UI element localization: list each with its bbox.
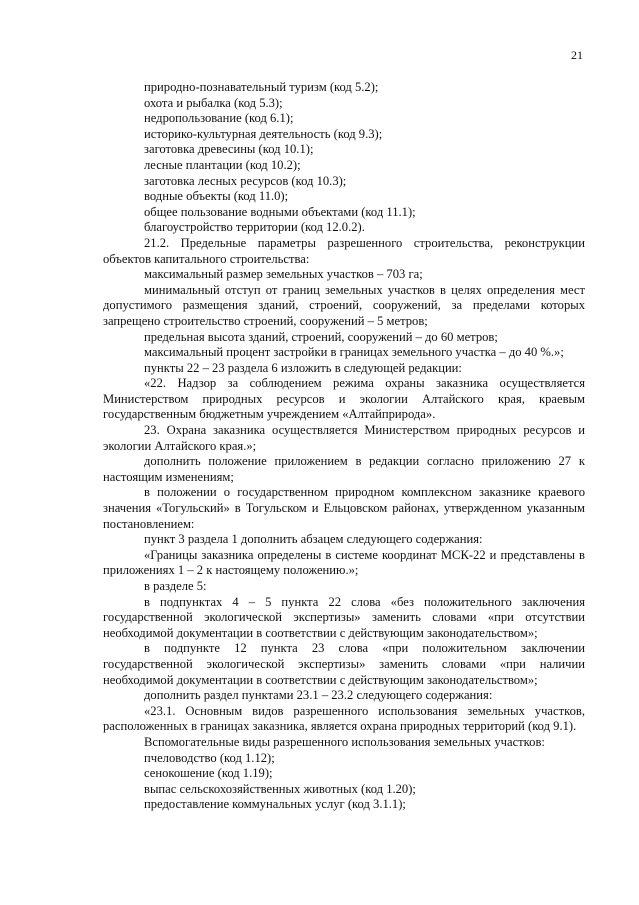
paragraph: предоставление коммунальных услуг (код 3.1.1); (144, 797, 406, 812)
paragraph: лесные плантации (код 10.2); (144, 157, 301, 172)
paragraph: в положении о государственном природном комплексном заказнике краевого значения «Тогульский» в Тогульском и Ельцовском районах, утвержденном указанным постановлением: (103, 485, 585, 531)
paragraph: «22. Надзор за соблюдением режима охраны заказника осуществляется Министерством природных ресурсов и экологии Алтайского края, краевым государственным бюджетным учреждением «Алтайприрода». (103, 376, 585, 422)
paragraph: в разделе 5: (144, 579, 207, 593)
paragraph: пчеловодство (код 1.12); (144, 750, 275, 765)
paragraph: недропользование (код 6.1); (144, 111, 294, 126)
paragraph: 21.2. Предельные параметры разрешенного строительства, реконструкции объектов капитального строительства: (103, 235, 585, 266)
paragraph: водные объекты (код 11.0); (144, 189, 289, 204)
paragraph: максимальный процент застройки в границах земельного участка – до 40 %.»; (144, 345, 564, 360)
paragraph: дополнить раздел пунктами 23.1 – 23.2 следующего содержания: (144, 688, 493, 703)
paragraph: дополнить положение приложением в редакции согласно приложению 27 к настоящим изменениям; (103, 454, 585, 484)
paragraph: природно-познавательный туризм (код 5.2); (144, 80, 379, 94)
paragraph: историко-культурная деятельность (код 9.3); (144, 126, 383, 141)
paragraph: сенокошение (код 1.19); (144, 766, 273, 781)
paragraph: общее пользование водными объектами (код 11.1); (144, 204, 416, 219)
paragraph: в подпунктах 4 – 5 пункта 22 слова «без положительного заключения государственной экологической экспертизы» заменить словами «при отсутствии необходимой документации в соответствии с действующим законодательством»; (103, 594, 585, 640)
paragraph: «Границы заказника определены в системе координат МСК-22 и представлены в приложениях 1 – 2 к настоящему положению.»; (103, 547, 585, 578)
paragraph: заготовка лесных ресурсов (код 10.3); (144, 173, 347, 188)
paragraph: минимальный отступ от границ земельных участков в целях определения мест допустимого размещения зданий, строений, сооружений, за пределами которых запрещено строительство строений, сооружений – 5 метров; (103, 282, 585, 328)
page-number: 21 (571, 48, 583, 62)
paragraph: охота и рыбалка (код 5.3); (144, 95, 283, 110)
paragraph: выпас сельскохозяйственных животных (код 1.20); (144, 781, 416, 796)
paragraph: Вспомогательные виды разрешенного использования земельных участков: (144, 734, 545, 749)
paragraph: 23. Охрана заказника осуществляется Министерством природных ресурсов и экологии Алтайского края.»; (103, 423, 585, 453)
paragraph: благоустройство территории (код 12.0.2). (144, 220, 365, 235)
paragraph: пункт 3 раздела 1 дополнить абзацем следующего содержания: (144, 532, 483, 547)
paragraph: предельная высота зданий, строений, сооружений – до 60 метров; (144, 329, 498, 344)
paragraph: максимальный размер земельных участков – 703 га; (144, 267, 423, 282)
paragraph: в подпункте 12 пункта 23 слова «при положительном заключении государственной экологической экспертизы» заменить словами «при наличии необходимой документации в соответствии с действующим законодательством»; (103, 641, 585, 687)
paragraph: «23.1. Основным видов разрешенного использования земельных участков, расположенных в границах заказника, является охрана природных территорий (код 9.1). (103, 703, 585, 734)
paragraph: пункты 22 – 23 раздела 6 изложить в следующей редакции: (144, 360, 462, 375)
paragraph: заготовка древесины (код 10.1); (144, 142, 314, 157)
document-body (103, 80, 585, 813)
